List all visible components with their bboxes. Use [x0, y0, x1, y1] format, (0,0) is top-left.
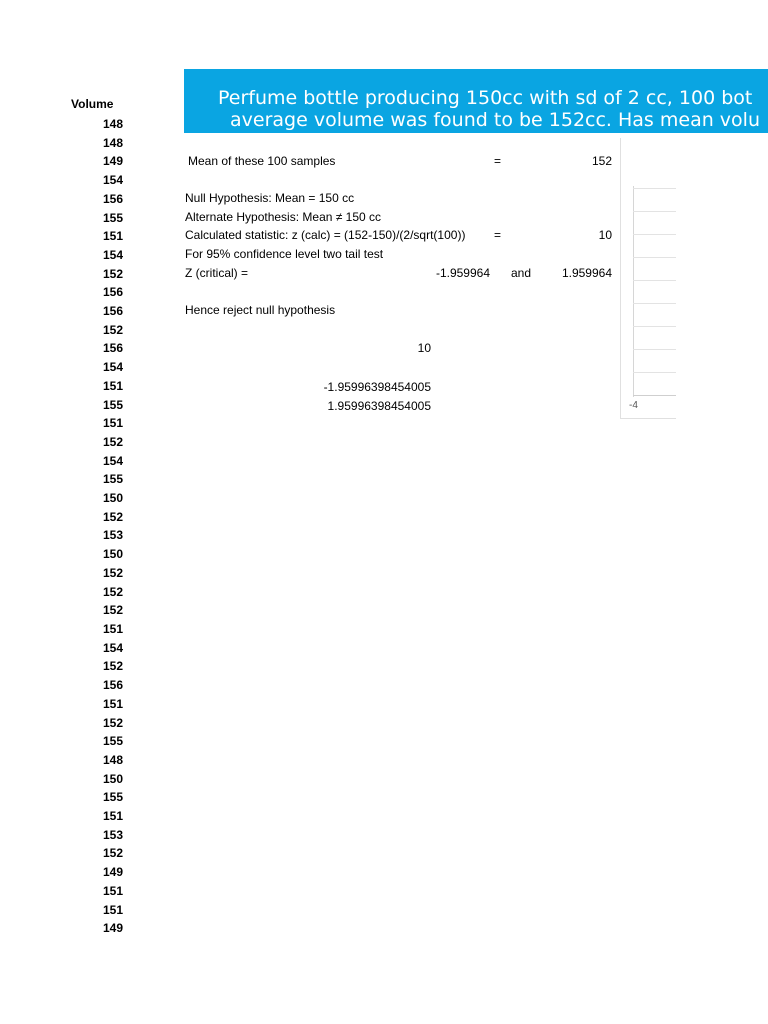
- chart-gridline: [633, 326, 676, 327]
- volume-value: 154: [102, 247, 123, 262]
- mean-equals: =: [494, 154, 502, 168]
- conclusion: Hence reject null hypothesis: [185, 303, 336, 317]
- volume-value: 154: [102, 173, 123, 188]
- chart-x-tick: -4: [629, 400, 638, 411]
- volume-value: 152: [102, 509, 123, 524]
- mean-label: Mean of these 100 samples: [188, 154, 336, 168]
- calculated-statistic: Calculated statistic: z (calc) = (152-150)/(2/sqrt(100)): [185, 228, 466, 242]
- volume-value: 148: [102, 117, 123, 131]
- chart-x-axis: [633, 395, 676, 396]
- volume-value: 150: [102, 491, 123, 506]
- volume-value: 151: [102, 696, 123, 711]
- volume-value: 151: [102, 883, 123, 898]
- volume-header: Volume: [71, 97, 114, 111]
- confidence-level: For 95% confidence level two tail test: [185, 247, 384, 261]
- alternate-hypothesis: Alternate Hypothesis: Mean ≠ 150 cc: [185, 210, 382, 224]
- chart-gridline: [633, 211, 676, 212]
- chart-area: [620, 138, 676, 419]
- volume-value: 151: [102, 378, 123, 393]
- volume-value: 149: [102, 865, 123, 880]
- volume-value: 150: [102, 547, 123, 562]
- critical-high-full: 1.95996398454005: [327, 399, 431, 413]
- chart-y-axis: [633, 186, 634, 397]
- volume-value: 148: [102, 752, 123, 767]
- z-value-cell: 10: [417, 341, 431, 355]
- volume-value: 155: [102, 734, 123, 749]
- volume-value: 156: [102, 304, 123, 319]
- volume-value: 154: [102, 640, 123, 655]
- volume-value: 156: [102, 285, 123, 300]
- banner-line-1: Perfume bottle producing 150cc with sd of 2 cc, 100 bot: [218, 87, 753, 109]
- volume-value: 152: [102, 322, 123, 337]
- volume-value: 156: [102, 341, 123, 356]
- volume-value: 149: [102, 921, 123, 936]
- volume-value: 150: [102, 771, 123, 786]
- volume-value: 155: [102, 472, 123, 487]
- volume-value: 152: [102, 434, 123, 449]
- volume-value: 151: [102, 902, 123, 917]
- volume-value: 153: [102, 528, 123, 543]
- volume-list: [60, 115, 123, 938]
- volume-value: 153: [102, 827, 123, 842]
- calc-equals: =: [494, 228, 502, 242]
- volume-value: 151: [102, 621, 123, 636]
- chart-gridline: [633, 188, 676, 189]
- chart-gridline: [633, 257, 676, 258]
- volume-value: 152: [102, 715, 123, 730]
- banner-line-2: average volume was found to be 152cc. Has mean volu: [230, 109, 760, 131]
- critical-low-full: -1.95996398454005: [323, 380, 431, 394]
- z-critical-high: 1.959964: [561, 266, 612, 280]
- volume-value: 152: [102, 584, 123, 599]
- title-banner: [184, 69, 768, 133]
- volume-value: 152: [102, 266, 123, 281]
- volume-value: 149: [102, 154, 123, 169]
- volume-value: 152: [102, 603, 123, 618]
- null-hypothesis: Null Hypothesis: Mean = 150 cc: [185, 191, 355, 205]
- volume-value: 156: [102, 191, 123, 206]
- volume-value: 156: [102, 678, 123, 693]
- volume-value: 148: [102, 135, 123, 150]
- volume-value: 154: [102, 453, 123, 468]
- volume-value: 152: [102, 659, 123, 674]
- volume-value: 155: [102, 790, 123, 805]
- volume-value: 154: [102, 360, 123, 375]
- chart-gridline: [633, 349, 676, 350]
- chart-gridline: [633, 280, 676, 281]
- calc-value: 10: [598, 228, 612, 242]
- volume-value: 151: [102, 229, 123, 244]
- volume-value: 155: [102, 397, 123, 412]
- volume-value: 152: [102, 565, 123, 580]
- mean-value: 152: [591, 154, 612, 168]
- volume-value: 152: [102, 846, 123, 861]
- chart-gridline: [633, 303, 676, 304]
- volume-value: 151: [102, 809, 123, 824]
- z-critical-and: and: [511, 266, 532, 280]
- chart-gridline: [633, 372, 676, 373]
- z-critical-label: Z (critical) =: [185, 266, 248, 280]
- volume-value: 155: [102, 210, 123, 225]
- volume-value: 151: [102, 416, 123, 431]
- chart-gridline: [633, 234, 676, 235]
- z-critical-low: -1.959964: [435, 266, 490, 280]
